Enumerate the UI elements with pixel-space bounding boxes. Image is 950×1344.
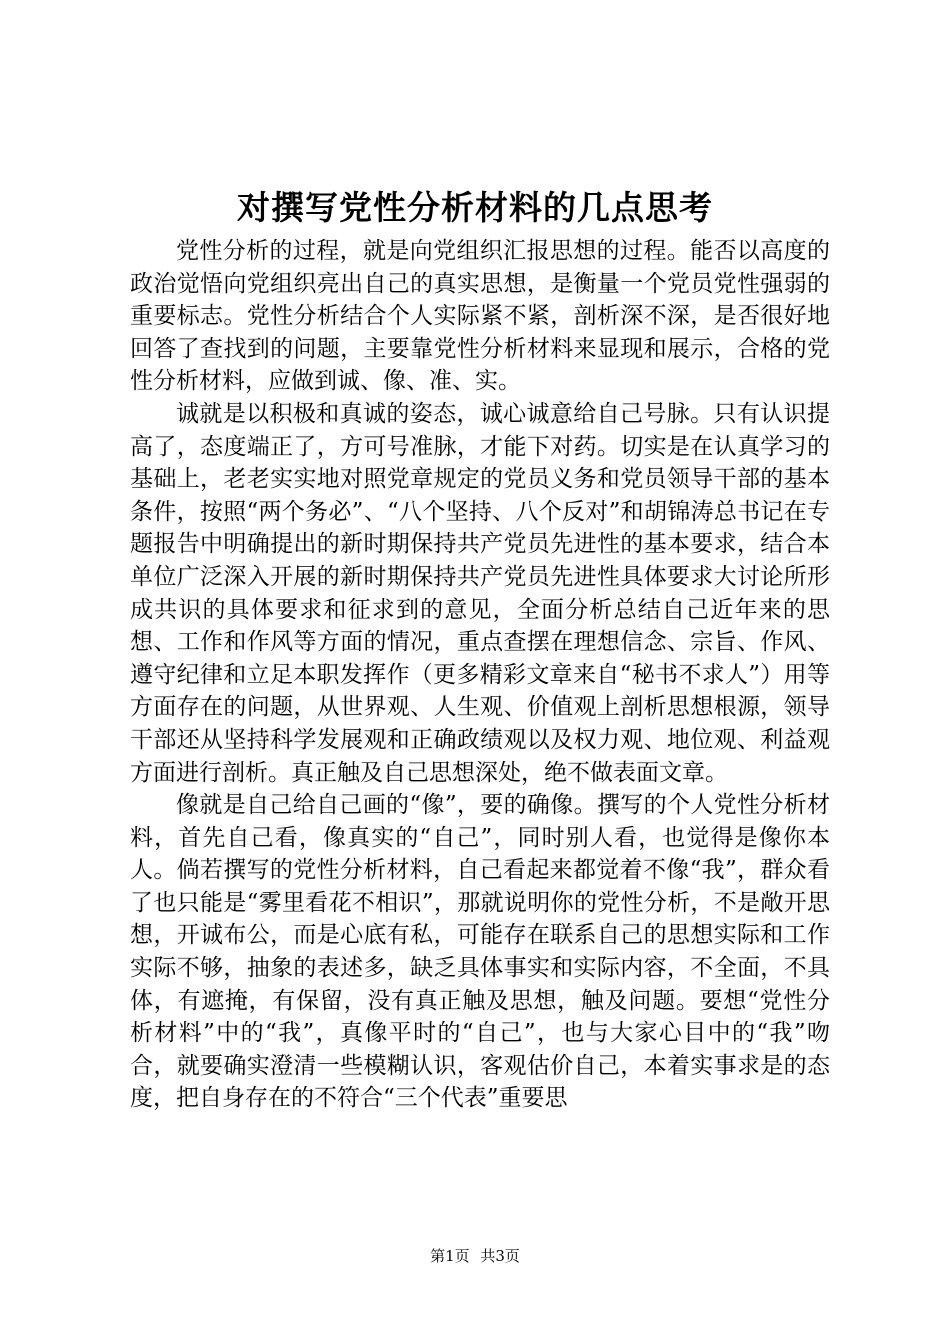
page-number: 第1页 <box>430 1247 470 1265</box>
paragraph-xiang: 像就是自己给自己画的“像”，要的确像。撰写的个人党性分析材料，首先自己看，像真实的“自己”，同时别人看，也觉得是像你本人。倘若撰写的党性分析材料，自己看起来都觉着不像“我”，群众看了也只能是“雾里看花不相识”，那就说明你的党性分析，不是敞开思想，开诚布公，而是心底有私，可能存在联系自己的思想实际和工作实际不够，抽象的表述多，缺乏具体事实和实际内容，不全面，不具体，有遮掩，有保留，没有真正触及思想，触及问题。要想“党性分析材料”中的“我”，真像平时的“自己”，也与大家心目中的“我”吻合，就要确实澄清一些模糊认识，客观估价自己，本着实事求是的态度，把自身存在的不符合“三个代表”重要思 <box>130 792 830 1112</box>
document-title: 对撰写党性分析材料的几点思考 <box>237 188 713 227</box>
page-footer <box>0 1246 950 1266</box>
document-body <box>130 235 830 1115</box>
page-total: 共3页 <box>480 1247 520 1265</box>
paragraph-intro: 党性分析的过程，就是向党组织汇报思想的过程。能否以高度的政治觉悟向党组织亮出自己的真实思想，是衡量一个党员党性强弱的重要标志。党性分析结合个人实际紧不紧，剖析深不深，是否很好地回答了查找到的问题，主要靠党性分析材料来显现和展示，合格的党性分析材料，应做到诚、像、准、实。 <box>130 238 830 395</box>
paragraph-cheng: 诚就是以积极和真诚的姿态，诚心诚意给自己号脉。只有认识提高了，态度端正了，方可号准脉，才能下对药。切实是在认真学习的基础上，老老实实地对照党章规定的党员义务和党员领导干部的基本条件，按照“两个务必”、“八个坚持、八个反对”和胡锦涛总书记在专题报告中明确提出的新时期保持共产党员先进性的基本要求，结合本单位广泛深入开展的新时期保持共产党员先进性具体要求大讨论所形成共识的具体要求和征求到的意见，全面分析总结自己近年来的思想、工作和作风等方面的情况，重点查摆在理想信念、宗旨、作风、遵守纪律和立足本职发挥作（更多精彩文章来自“秘书不求人”）用等方面存在的问题，从世界观、人生观、价值观上剖析思想根源，领导干部还从坚持科学发展观和正确政绩观以及权力观、地位观、利益观方面进行剖析。真正触及自己思想深处，绝不做表面文章。 <box>130 400 830 786</box>
